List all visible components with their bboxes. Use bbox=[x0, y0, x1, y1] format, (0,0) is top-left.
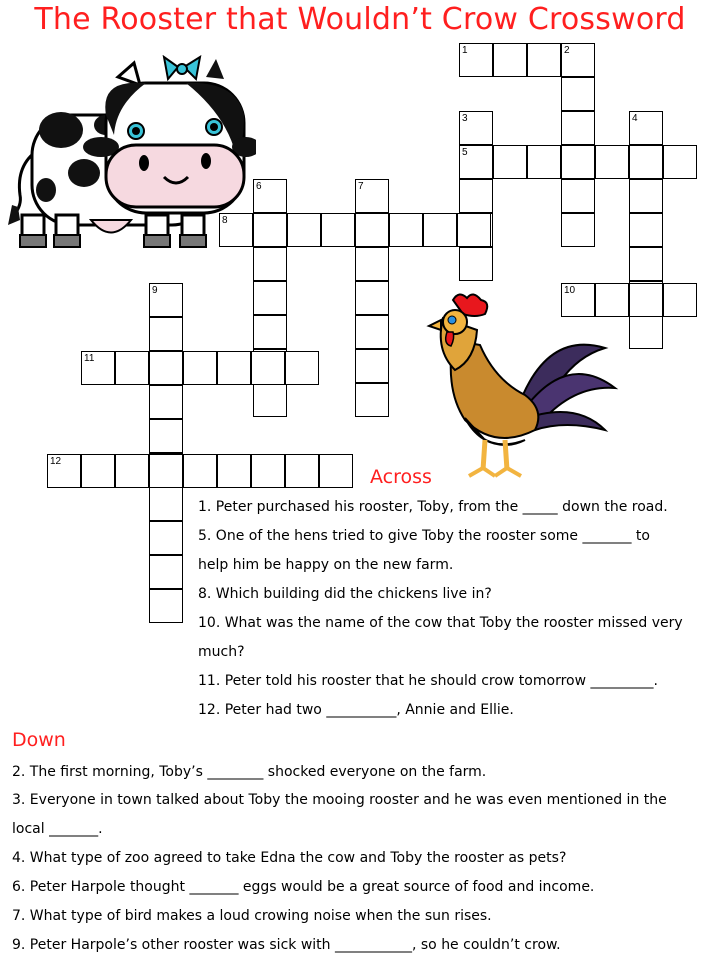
across-clue: 8. Which building did the chickens live in? bbox=[198, 586, 492, 602]
crossword-cell[interactable] bbox=[149, 454, 183, 488]
down-clue: 2. The first morning, Toby’s ________ shocked everyone on the farm. bbox=[12, 764, 487, 780]
down-clue: 6. Peter Harpole thought _______ eggs would be a great source of food and income. bbox=[12, 879, 595, 895]
clue-number: 12 bbox=[50, 456, 62, 467]
rooster-illustration bbox=[425, 290, 620, 490]
crossword-cell[interactable] bbox=[493, 145, 527, 179]
crossword-cell[interactable] bbox=[355, 349, 389, 383]
down-clue: 4. What type of zoo agreed to take Edna the cow and Toby the rooster as pets? bbox=[12, 850, 567, 866]
crossword-cell[interactable] bbox=[285, 351, 319, 385]
clue-number: 11 bbox=[84, 353, 95, 364]
crossword-cell[interactable] bbox=[355, 213, 389, 247]
down-clue: local _______. bbox=[12, 821, 103, 837]
crossword-cell[interactable] bbox=[459, 247, 493, 281]
crossword-cell[interactable] bbox=[287, 213, 321, 247]
crossword-cell[interactable] bbox=[183, 351, 217, 385]
crossword-cell[interactable] bbox=[389, 213, 423, 247]
across-clue: 12. Peter had two __________, Annie and Ellie. bbox=[198, 702, 514, 718]
crossword-cell[interactable] bbox=[253, 179, 287, 213]
crossword-cell[interactable] bbox=[561, 43, 595, 77]
down-clue: 9. Peter Harpole’s other rooster was sick with ___________, so he couldn’t crow. bbox=[12, 937, 561, 953]
crossword-cell[interactable] bbox=[149, 283, 183, 317]
across-clue: 1. Peter purchased his rooster, Toby, from the _____ down the road. bbox=[198, 499, 668, 515]
crossword-cell[interactable] bbox=[459, 145, 493, 179]
crossword-cell[interactable] bbox=[561, 145, 595, 179]
down-clue: 3. Everyone in town talked about Toby the mooing rooster and he was even mentioned in the bbox=[12, 792, 667, 808]
crossword-cell[interactable] bbox=[321, 213, 355, 247]
clue-number: 6 bbox=[256, 181, 262, 192]
across-clue: 11. Peter told his rooster that he should crow tomorrow _________. bbox=[198, 673, 658, 689]
crossword-cell[interactable] bbox=[355, 383, 389, 417]
clue-number: 9 bbox=[152, 285, 158, 296]
crossword-cell[interactable] bbox=[355, 281, 389, 315]
crossword-cell[interactable] bbox=[629, 315, 663, 349]
across-clue: 10. What was the name of the cow that Toby the rooster missed very bbox=[198, 615, 683, 631]
crossword-cell[interactable] bbox=[115, 351, 149, 385]
crossword-cell[interactable] bbox=[423, 213, 457, 247]
crossword-cell[interactable] bbox=[459, 111, 493, 145]
crossword-cell[interactable] bbox=[253, 213, 287, 247]
crossword-cell[interactable] bbox=[355, 179, 389, 213]
clue-number: 3 bbox=[462, 113, 468, 124]
crossword-cell[interactable] bbox=[629, 213, 663, 247]
across-heading: Across bbox=[370, 466, 432, 488]
clue-number: 2 bbox=[564, 45, 570, 56]
crossword-cell[interactable] bbox=[319, 454, 353, 488]
crossword-cell[interactable] bbox=[251, 351, 285, 385]
crossword-cell[interactable] bbox=[253, 315, 287, 349]
crossword-cell[interactable] bbox=[219, 213, 253, 247]
crossword-cell[interactable] bbox=[355, 247, 389, 281]
crossword-cell[interactable] bbox=[561, 111, 595, 145]
clue-number: 10 bbox=[564, 285, 576, 296]
crossword-cell[interactable] bbox=[561, 213, 595, 247]
crossword-cell[interactable] bbox=[355, 315, 389, 349]
crossword-cell[interactable] bbox=[81, 351, 115, 385]
crossword-cell[interactable] bbox=[149, 589, 183, 623]
crossword-cell[interactable] bbox=[149, 521, 183, 555]
crossword-cell[interactable] bbox=[561, 179, 595, 213]
clue-number: 4 bbox=[632, 113, 638, 124]
clue-number: 5 bbox=[462, 147, 468, 158]
crossword-cell[interactable] bbox=[253, 383, 287, 417]
crossword-cell[interactable] bbox=[149, 317, 183, 351]
crossword-cell[interactable] bbox=[595, 283, 629, 317]
crossword-cell[interactable] bbox=[663, 145, 697, 179]
crossword-cell[interactable] bbox=[253, 281, 287, 315]
crossword-cell[interactable] bbox=[527, 145, 561, 179]
crossword-cell[interactable] bbox=[47, 454, 81, 488]
clue-number: 7 bbox=[358, 181, 364, 192]
crossword-cell[interactable] bbox=[183, 454, 217, 488]
crossword-cell[interactable] bbox=[217, 351, 251, 385]
crossword-cell[interactable] bbox=[493, 43, 527, 77]
crossword-cell[interactable] bbox=[285, 454, 319, 488]
crossword-cell[interactable] bbox=[115, 454, 149, 488]
crossword-cell[interactable] bbox=[629, 283, 663, 317]
crossword-cell[interactable] bbox=[459, 43, 493, 77]
crossword-cell[interactable] bbox=[251, 454, 285, 488]
crossword-cell[interactable] bbox=[663, 283, 697, 317]
crossword-cell[interactable] bbox=[253, 247, 287, 281]
crossword-cell[interactable] bbox=[459, 179, 493, 213]
crossword-cell[interactable] bbox=[527, 43, 561, 77]
crossword-cell[interactable] bbox=[149, 419, 183, 453]
clue-number: 1 bbox=[462, 45, 468, 56]
crossword-cell[interactable] bbox=[217, 454, 251, 488]
crossword-cell[interactable] bbox=[81, 454, 115, 488]
across-clue: help him be happy on the new farm. bbox=[198, 557, 454, 573]
crossword-cell[interactable] bbox=[149, 351, 183, 385]
crossword-cell[interactable] bbox=[629, 145, 663, 179]
crossword-cell[interactable] bbox=[629, 111, 663, 145]
crossword-cell[interactable] bbox=[457, 213, 491, 247]
crossword-cell[interactable] bbox=[561, 283, 595, 317]
page-title: The Rooster that Wouldn’t Crow Crossword bbox=[34, 2, 686, 37]
across-clue: much? bbox=[198, 644, 245, 660]
crossword-cell[interactable] bbox=[149, 555, 183, 589]
crossword-cell[interactable] bbox=[561, 77, 595, 111]
crossword-cell[interactable] bbox=[629, 247, 663, 281]
clue-number: 8 bbox=[222, 215, 228, 226]
across-clue: 5. One of the hens tried to give Toby the rooster some _______ to bbox=[198, 528, 650, 544]
crossword-cell[interactable] bbox=[149, 385, 183, 419]
down-heading: Down bbox=[12, 729, 66, 751]
crossword-cell[interactable] bbox=[629, 179, 663, 213]
down-clue: 7. What type of bird makes a loud crowing noise when the sun rises. bbox=[12, 908, 492, 924]
crossword-cell[interactable] bbox=[595, 145, 629, 179]
crossword-cell[interactable] bbox=[149, 487, 183, 521]
